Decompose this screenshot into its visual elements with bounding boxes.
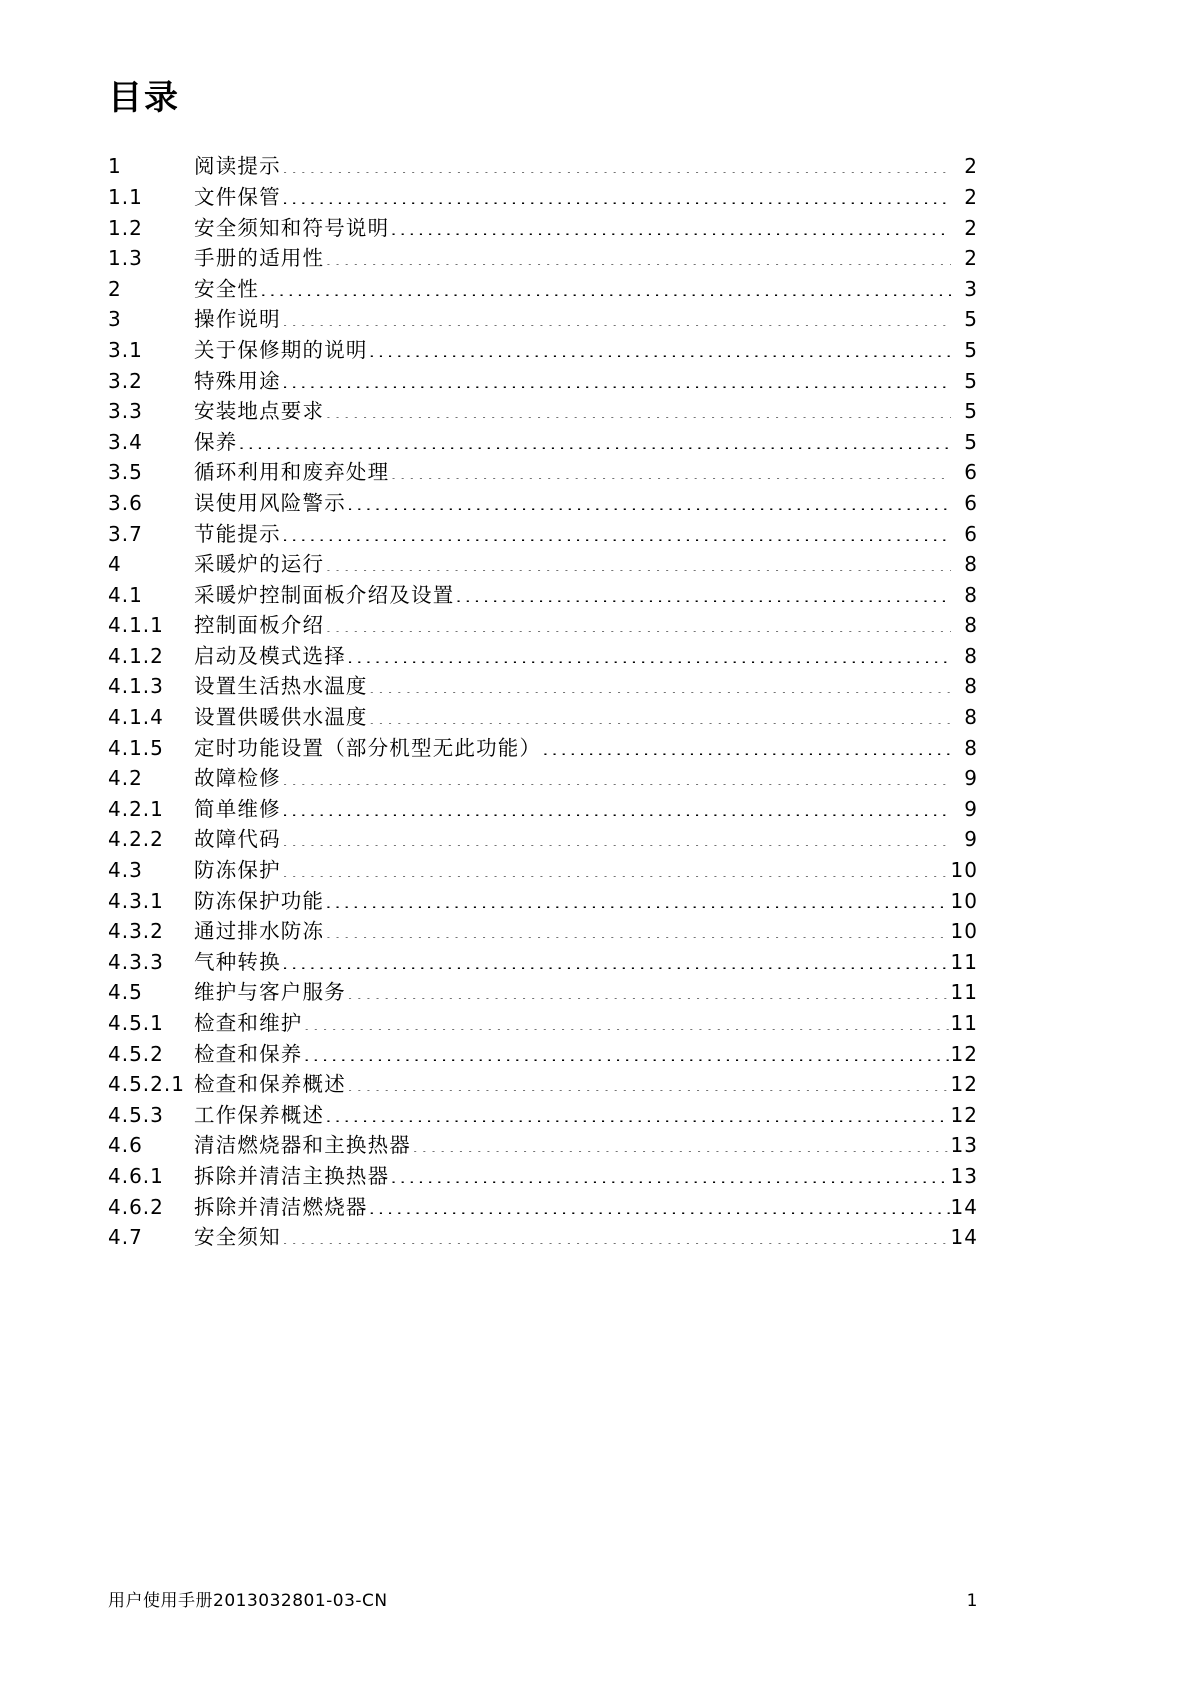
toc-entry-label: 维护与客户服务: [194, 980, 346, 1005]
toc-entry-label: 启动及模式选择: [194, 643, 346, 668]
toc-leader-dots: [282, 1224, 950, 1245]
toc-entry-page: 2: [964, 184, 978, 209]
toc-entry-number: 4.2: [108, 766, 143, 791]
toc-entry-label: 定时功能设置（部分机型无此功能）: [194, 735, 542, 760]
toc-entry-page: 12: [950, 1041, 978, 1066]
toc-entry-label: 阅读提示: [194, 154, 281, 179]
toc-entry-label: 清洁燃烧器和主换热器: [194, 1133, 411, 1158]
toc-entry-number: 3.6: [108, 490, 143, 515]
toc-entry-label: 防冻保护功能: [194, 888, 325, 913]
toc-entry-number: 3.1: [108, 337, 143, 362]
toc-entry-number: 4.3.1: [108, 888, 164, 913]
toc-entry-label: 通过排水防冻: [194, 919, 325, 944]
toc-entry-number: 3: [108, 307, 122, 332]
toc-leader-dots: [304, 1040, 950, 1061]
toc-leader-dots: [369, 336, 951, 357]
toc-entry-number: 3.2: [108, 368, 143, 393]
toc-entry[interactable]: [108, 519, 978, 550]
toc-entry[interactable]: [108, 1192, 978, 1223]
toc-leader-dots: [325, 245, 951, 266]
toc-entry-page: 10: [950, 888, 978, 913]
toc-container: [108, 80, 978, 1253]
page-title: 目录: [108, 78, 180, 118]
toc-leader-dots: [347, 979, 950, 1000]
toc-entry[interactable]: [108, 671, 978, 702]
toc-entry-number: 4.3: [108, 858, 143, 883]
toc-leader-dots: [369, 673, 951, 694]
toc-entry[interactable]: [108, 947, 978, 978]
toc-entry-page: 5: [964, 368, 978, 393]
toc-leader-dots: [347, 489, 951, 510]
toc-entry-label: 检查和保养概述: [194, 1072, 346, 1097]
toc-entry-page: 11: [950, 980, 978, 1005]
toc-leader-dots: [325, 918, 949, 939]
toc-leader-dots: [260, 275, 951, 296]
toc-entry-label: 保养: [194, 429, 238, 454]
toc-entry-label: 拆除并清洁燃烧器: [194, 1194, 368, 1219]
toc-leader-dots: [304, 1010, 950, 1031]
toc-entry-number: 4.1.1: [108, 613, 164, 638]
toc-entry[interactable]: [108, 641, 978, 672]
toc-entry[interactable]: [108, 366, 978, 397]
toc-entry-label: 安装地点要求: [194, 399, 325, 424]
toc-entry-label: 采暖炉的运行: [194, 552, 325, 577]
toc-entry-page: 8: [964, 552, 978, 577]
toc-leader-dots: [282, 183, 951, 204]
toc-entry-number: 1.3: [108, 246, 143, 271]
toc-entry-label: 气种转换: [194, 949, 281, 974]
toc-entry-number: 4.1: [108, 582, 143, 607]
toc-entry-number: 4.1.2: [108, 643, 164, 668]
toc-entry-page: 8: [964, 613, 978, 638]
toc-leader-dots: [325, 398, 951, 419]
toc-leader-dots: [282, 857, 950, 878]
toc-entry-label: 误使用风险警示: [194, 490, 346, 515]
toc-entry-number: 4.2.1: [108, 796, 164, 821]
toc-leader-dots: [369, 704, 951, 725]
toc-entry-number: 4.5.2.1: [108, 1072, 185, 1097]
toc-leader-dots: [347, 642, 951, 663]
toc-entry-page: 9: [964, 796, 978, 821]
toc-entry-label: 防冻保护: [194, 858, 281, 883]
toc-entry-page: 11: [950, 949, 978, 974]
toc-entry[interactable]: [108, 396, 978, 427]
toc-leader-dots: [282, 765, 951, 786]
toc-entry-page: 14: [950, 1225, 978, 1250]
toc-entry-number: 4: [108, 552, 122, 577]
toc-entry[interactable]: [108, 274, 978, 305]
toc-entry-page: 8: [964, 735, 978, 760]
toc-leader-dots: [282, 948, 950, 969]
toc-entry-label: 文件保管: [194, 184, 281, 209]
toc-entry-page: 9: [964, 827, 978, 852]
toc-leader-dots: [282, 795, 951, 816]
toc-entry-page: 6: [964, 460, 978, 485]
toc-entry-number: 4.6.2: [108, 1194, 164, 1219]
page-footer: [108, 1586, 978, 1611]
toc-entry[interactable]: [108, 243, 978, 274]
toc-entry[interactable]: [108, 335, 978, 366]
toc-entry-page: 3: [964, 276, 978, 301]
toc-entry[interactable]: [108, 213, 978, 244]
toc-entry-number: 4.3.2: [108, 919, 164, 944]
toc-entry-label: 工作保养概述: [194, 1102, 325, 1127]
toc-leader-dots: [325, 612, 951, 633]
toc-entry-label: 故障代码: [194, 827, 281, 852]
toc-entry-number: 4.5: [108, 980, 143, 1005]
toc-entry[interactable]: [108, 1222, 978, 1253]
toc-entry-number: 3.5: [108, 460, 143, 485]
toc-entry-page: 2: [964, 215, 978, 240]
toc-entry[interactable]: [108, 580, 978, 611]
toc-entry-page: 8: [964, 582, 978, 607]
toc-entry-label: 关于保修期的说明: [194, 337, 368, 362]
toc-leader-dots: [542, 734, 951, 755]
toc-leader-dots: [282, 306, 951, 327]
toc-leader-dots: [390, 1162, 949, 1183]
toc-leader-dots: [369, 1193, 950, 1214]
footer-document-code: 用户使用手册2013032801-03-CN: [108, 1591, 388, 1611]
toc-entry-number: 4.3.3: [108, 949, 164, 974]
toc-entry[interactable]: [108, 182, 978, 213]
toc-entry-label: 检查和保养: [194, 1041, 303, 1066]
toc-entry-label: 特殊用途: [194, 368, 281, 393]
toc-entry-page: 12: [950, 1102, 978, 1127]
toc-entry[interactable]: [108, 824, 978, 855]
toc-entry[interactable]: [108, 1100, 978, 1131]
toc-entry-label: 简单维修: [194, 796, 281, 821]
toc-entry[interactable]: [108, 427, 978, 458]
toc-entry-label: 安全性: [194, 276, 260, 301]
toc-entry-label: 检查和维护: [194, 1011, 303, 1036]
toc-entry-label: 设置生活热水温度: [194, 674, 368, 699]
toc-entry-page: 11: [950, 1011, 978, 1036]
toc-entry-page: 13: [950, 1163, 978, 1188]
toc-entry-page: 5: [964, 429, 978, 454]
toc-entry[interactable]: [108, 610, 978, 641]
toc-entry[interactable]: [108, 304, 978, 335]
toc-list: [108, 151, 978, 1252]
toc-entry[interactable]: [108, 488, 978, 519]
toc-entry-page: 6: [964, 490, 978, 515]
toc-entry-page: 13: [950, 1133, 978, 1158]
toc-entry-page: 2: [964, 246, 978, 271]
toc-entry[interactable]: [108, 1039, 978, 1070]
toc-entry-number: 3.3: [108, 399, 143, 424]
toc-leader-dots: [390, 214, 951, 235]
toc-entry[interactable]: [108, 457, 978, 488]
toc-entry-page: 8: [964, 643, 978, 668]
toc-entry-label: 手册的适用性: [194, 246, 325, 271]
toc-entry-label: 采暖炉控制面板介绍及设置: [194, 582, 455, 607]
toc-entry[interactable]: [108, 794, 978, 825]
toc-leader-dots: [282, 367, 951, 388]
toc-entry-page: 9: [964, 766, 978, 791]
toc-entry[interactable]: [108, 855, 978, 886]
toc-entry-label: 节能提示: [194, 521, 281, 546]
toc-leader-dots: [238, 428, 951, 449]
toc-entry-label: 拆除并清洁主换热器: [194, 1163, 390, 1188]
toc-entry-number: 2: [108, 276, 122, 301]
toc-entry[interactable]: [108, 977, 978, 1008]
toc-entry-label: 控制面板介绍: [194, 613, 325, 638]
toc-entry-page: 8: [964, 674, 978, 699]
toc-entry[interactable]: [108, 733, 978, 764]
toc-entry-number: 4.1.4: [108, 705, 164, 730]
toc-entry-number: 3.4: [108, 429, 143, 454]
footer-page-number: 1: [966, 1591, 978, 1611]
toc-entry-number: 4.1.5: [108, 735, 164, 760]
toc-entry-number: 4.7: [108, 1225, 143, 1250]
toc-entry-page: 8: [964, 705, 978, 730]
toc-entry-label: 故障检修: [194, 766, 281, 791]
toc-entry-page: 10: [950, 858, 978, 883]
toc-leader-dots: [325, 887, 949, 908]
toc-entry[interactable]: [108, 1008, 978, 1039]
toc-entry-number: 1.1: [108, 184, 143, 209]
toc-entry[interactable]: [108, 1130, 978, 1161]
toc-entry-number: 4.6: [108, 1133, 143, 1158]
toc-entry-number: 4.1.3: [108, 674, 164, 699]
toc-entry-label: 循环利用和废弃处理: [194, 460, 390, 485]
toc-leader-dots: [282, 826, 951, 847]
toc-entry[interactable]: [108, 916, 978, 947]
toc-leader-dots: [455, 581, 951, 602]
toc-entry-page: 5: [964, 337, 978, 362]
toc-entry-label: 操作说明: [194, 307, 281, 332]
toc-leader-dots: [282, 153, 951, 174]
toc-entry-page: 5: [964, 307, 978, 332]
toc-entry[interactable]: [108, 886, 978, 917]
toc-leader-dots: [347, 1071, 950, 1092]
toc-entry-page: 14: [950, 1194, 978, 1219]
toc-leader-dots: [282, 520, 951, 541]
toc-entry[interactable]: [108, 1161, 978, 1192]
toc-leader-dots: [325, 551, 951, 572]
toc-entry-page: 12: [950, 1072, 978, 1097]
toc-entry-number: 4.5.1: [108, 1011, 164, 1036]
toc-entry-label: 安全须知: [194, 1225, 281, 1250]
toc-entry[interactable]: [108, 151, 978, 182]
toc-entry-label: 安全须知和符号说明: [194, 215, 390, 240]
toc-entry[interactable]: [108, 1069, 978, 1100]
toc-entry-number: 4.5.2: [108, 1041, 164, 1066]
toc-leader-dots: [390, 459, 951, 480]
toc-entry-number: 3.7: [108, 521, 143, 546]
toc-entry-label: 设置供暖供水温度: [194, 705, 368, 730]
toc-entry-number: 4.6.1: [108, 1163, 164, 1188]
toc-entry[interactable]: [108, 702, 978, 733]
toc-entry-number: 4.2.2: [108, 827, 164, 852]
toc-entry-page: 5: [964, 399, 978, 424]
toc-entry-page: 6: [964, 521, 978, 546]
toc-entry-page: 2: [964, 154, 978, 179]
toc-entry-number: 1: [108, 154, 122, 179]
toc-entry-page: 10: [950, 919, 978, 944]
toc-entry[interactable]: [108, 549, 978, 580]
toc-leader-dots: [325, 1101, 949, 1122]
toc-leader-dots: [412, 1132, 950, 1153]
toc-entry-number: 4.5.3: [108, 1102, 164, 1127]
toc-entry[interactable]: [108, 763, 978, 794]
toc-entry-number: 1.2: [108, 215, 143, 240]
